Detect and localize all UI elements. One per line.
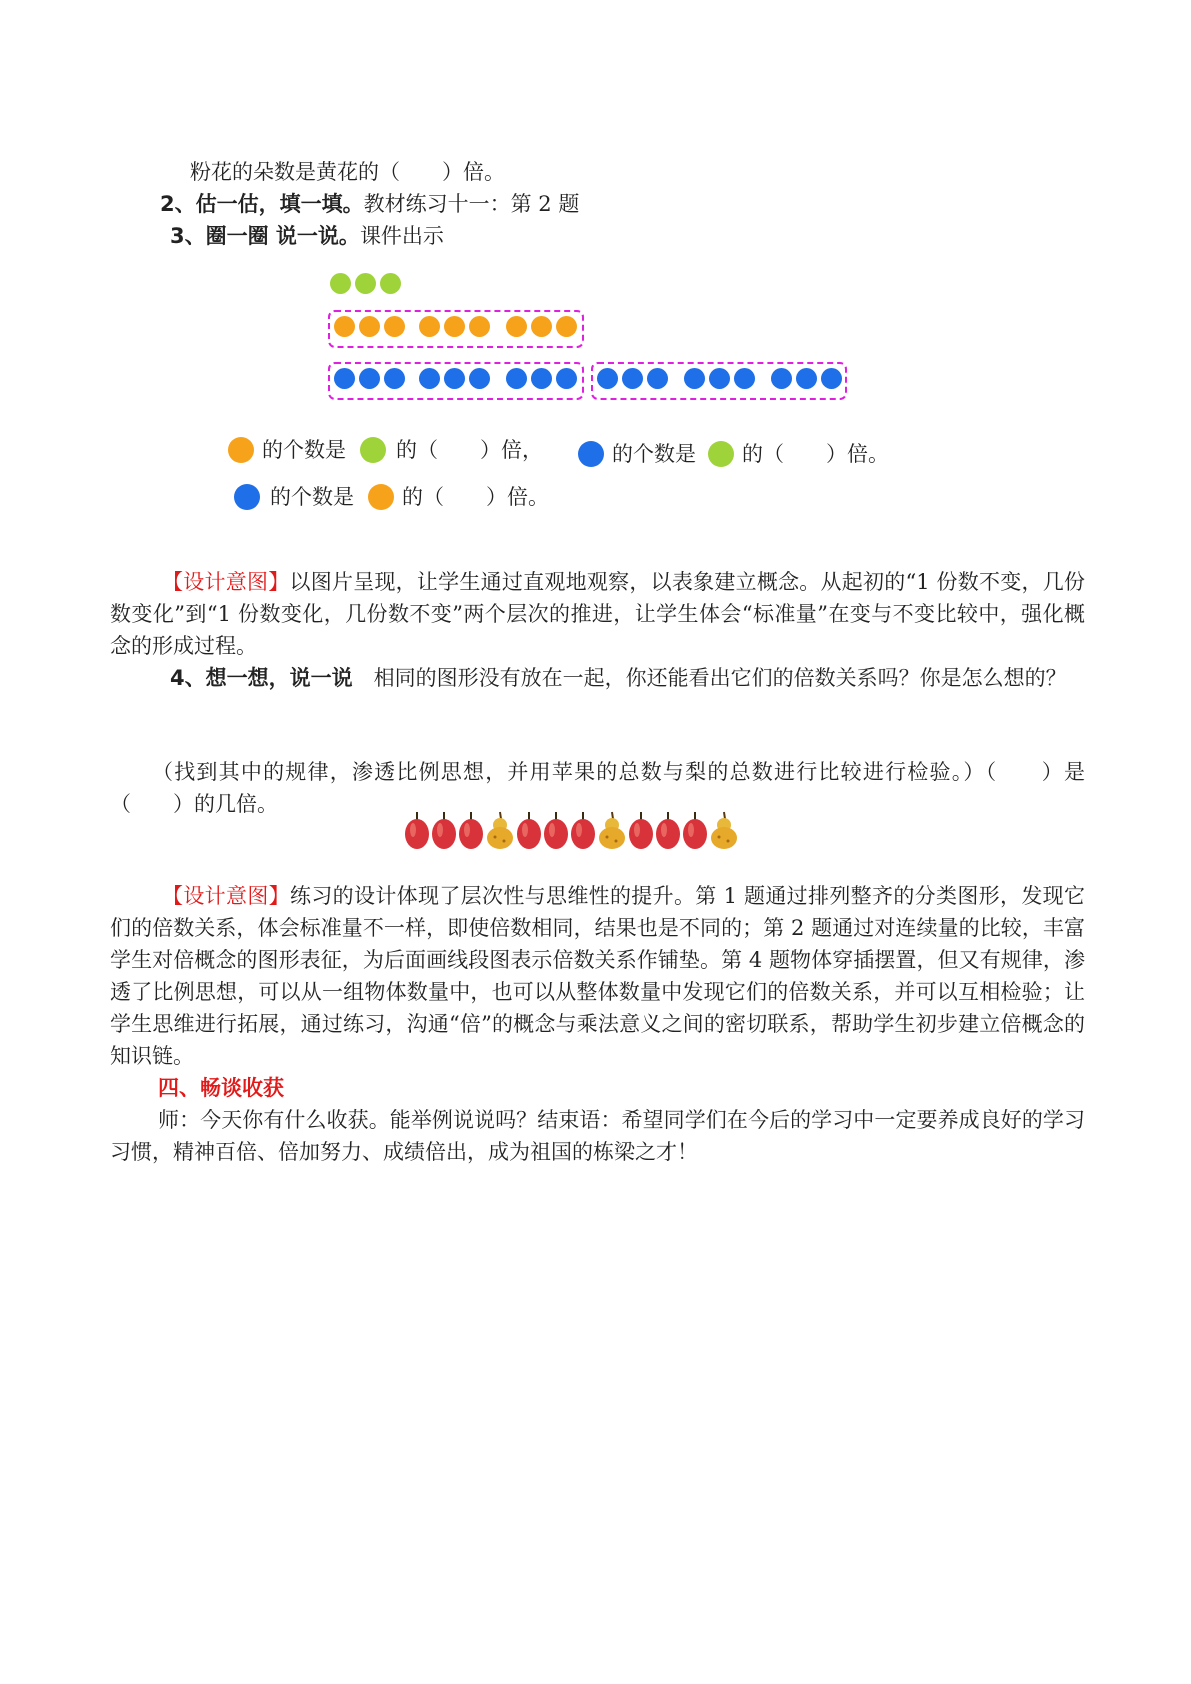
blue-dot	[384, 368, 405, 389]
blue-dot	[771, 368, 792, 389]
green-dot-icon	[708, 441, 734, 467]
blue-dot	[647, 368, 668, 389]
pear-icon	[709, 810, 739, 854]
blue-dot	[796, 368, 817, 389]
design-intent-text: 练习的设计体现了层次性与思维性的提升。第 1 题通过排列整齐的分类图形，发现它们的倍数关系，体会标准量不一样，即使倍数相同，结果也是不同的；第 2 题通过对连续量的比较，丰富学生对倍概念的图形表征，为后面画线段图表示倍数关系作铺垫。第 4 题物体穿插摆置，但又有规律，渗透了比例思想，可以从一组物体数量中，也可以从整体数量中发现它们的倍数关系，并可以互相检验；让学生思维进行拓展，通过练习，沟通“倍”的概念与乘法意义之间的密切联系，帮助学生初步建立倍概念的知识链。	[110, 884, 1085, 1068]
section-heading: 四、畅谈收获	[158, 1076, 284, 1100]
orange-dot-icon	[228, 437, 254, 463]
blue-dot	[506, 368, 527, 389]
blue-dot	[684, 368, 705, 389]
apple-icon	[404, 810, 430, 854]
blue-dot	[334, 368, 355, 389]
orange-dot	[334, 316, 355, 337]
green-dot-icon	[360, 437, 386, 463]
blue-dot	[821, 368, 842, 389]
blue-dot-icon	[578, 441, 604, 467]
item-3	[170, 220, 444, 252]
design-intent-text: 以图片呈现，让学生通过直观地观察，以表象建立概念。从起初的“1 份数不变，几份数变化”到“1 份数变化，几份数不变”两个层次的推进，让学生体会“标准量”在变与不变比较中，强化概念的形成过程。	[110, 570, 1085, 658]
orange-dot	[531, 316, 552, 337]
blue-dot	[556, 368, 577, 389]
pear-icon	[485, 810, 515, 854]
green-dot	[380, 273, 401, 294]
blue-dot	[469, 368, 490, 389]
apple-icon	[431, 810, 457, 854]
apple-icon	[458, 810, 484, 854]
item-3-label: 3、圈一圈 说一说。	[170, 224, 360, 248]
blue-dot	[444, 368, 465, 389]
item-2-text: 教材练习十一：第 2 题	[363, 192, 580, 216]
item-2-label: 2、估一估，填一填。	[160, 192, 364, 216]
apple-icon	[543, 810, 569, 854]
section-text: 师：今天你有什么收获。能举例说说吗？结束语：希望同学们在今后的学习中一定要养成良好的学习习惯，精神百倍、倍加努力、成绩倍出，成为祖国的栋梁之才！	[110, 1108, 1085, 1164]
apple-icon	[570, 810, 596, 854]
item-4	[110, 662, 1085, 694]
blue-dot	[597, 368, 618, 389]
hint-text: （找到其中的规律，渗透比例思想，并用苹果的总数与梨的总数进行比较进行检验。）（ ）是（ ）的几倍。	[110, 760, 1085, 816]
q2-part-b: 的（ ）倍。	[742, 442, 889, 466]
pear-icon	[597, 810, 627, 854]
q1-part-b: 的（ ）倍，	[396, 438, 543, 462]
apple-icon	[655, 810, 681, 854]
orange-dot	[359, 316, 380, 337]
blue-dot	[359, 368, 380, 389]
apple-icon	[682, 810, 708, 854]
design-intent-tag: 【设计意图】	[162, 884, 290, 908]
orange-dot-icon	[368, 484, 394, 510]
question-line-1: 粉花的朵数是黄花的（ ）倍。	[190, 160, 505, 184]
blue-dot	[734, 368, 755, 389]
item-4-label: 4、想一想，说一说	[170, 666, 353, 690]
design-intent-2	[110, 880, 1085, 1072]
q3-part-a: 的个数是	[270, 485, 354, 509]
item-2	[160, 188, 579, 220]
blue-dot	[622, 368, 643, 389]
orange-dot	[444, 316, 465, 337]
item-3-text: 课件出示	[359, 224, 444, 248]
blue-dot	[709, 368, 730, 389]
orange-dot	[384, 316, 405, 337]
apple-icon	[628, 810, 654, 854]
blue-dot	[531, 368, 552, 389]
green-dot	[330, 273, 351, 294]
q2-part-a: 的个数是	[612, 442, 696, 466]
q3-part-b: 的（ ）倍。	[402, 485, 549, 509]
orange-dot	[419, 316, 440, 337]
green-dot	[355, 273, 376, 294]
design-intent-1	[110, 566, 1085, 662]
item-4-text: 相同的图形没有放在一起，你还能看出它们的倍数关系吗？你是怎么想的？	[352, 666, 1067, 690]
orange-dot	[506, 316, 527, 337]
q1-part-a: 的个数是	[262, 438, 346, 462]
orange-dot	[469, 316, 490, 337]
apple-icon	[516, 810, 542, 854]
blue-dot-icon	[234, 484, 260, 510]
design-intent-tag: 【设计意图】	[162, 570, 290, 594]
blue-dot	[419, 368, 440, 389]
orange-dot	[556, 316, 577, 337]
